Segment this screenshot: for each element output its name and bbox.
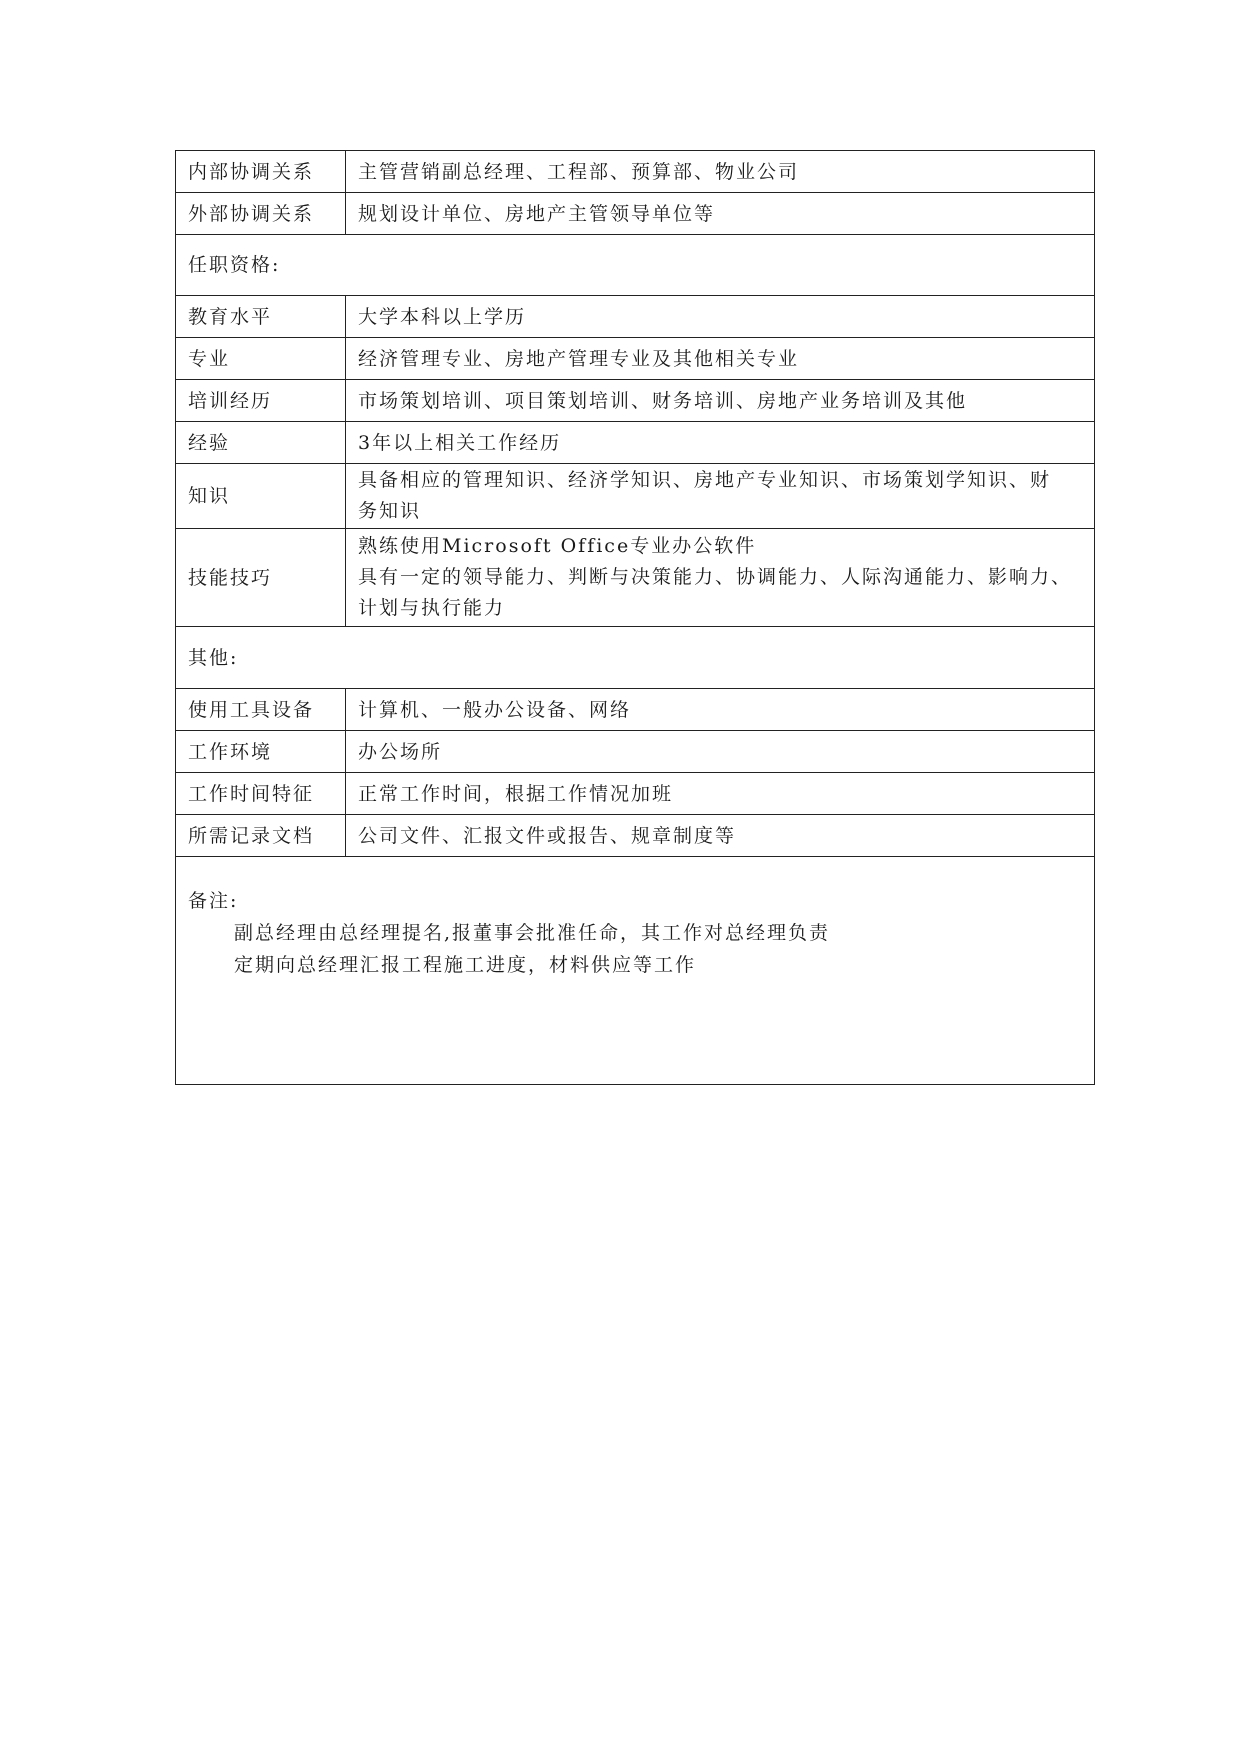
table-row	[176, 193, 1095, 235]
row-value: 公司文件、汇报文件或报告、规章制度等	[346, 815, 1095, 857]
row-label: 技能技巧	[176, 529, 346, 627]
table-row	[176, 731, 1095, 773]
job-description-table	[175, 150, 1095, 1085]
row-label: 工作时间特征	[176, 773, 346, 815]
value-line: 熟练使用Microsoft Office专业办公软件	[358, 535, 757, 557]
row-value: 大学本科以上学历	[346, 296, 1095, 338]
table-row	[176, 422, 1095, 464]
row-value: 经济管理专业、房地产管理专业及其他相关专业	[346, 338, 1095, 380]
table-row	[176, 151, 1095, 193]
row-value	[346, 529, 1095, 627]
value-line: 具有一定的领导能力、判断与决策能力、协调能力、人际沟通能力、影响力、	[358, 566, 1073, 588]
row-label: 外部协调关系	[176, 193, 346, 235]
row-label: 内部协调关系	[176, 151, 346, 193]
table-row	[176, 380, 1095, 422]
note-line: 副总经理由总经理提名,报董事会批准任命，其工作对总经理负责	[234, 922, 831, 944]
row-label: 工作环境	[176, 731, 346, 773]
qualifications-heading: 任职资格:	[176, 235, 1095, 296]
row-value: 3年以上相关工作经历	[346, 422, 1095, 464]
table-row	[176, 815, 1095, 857]
table-row	[176, 296, 1095, 338]
table-row	[176, 773, 1095, 815]
row-value	[346, 464, 1095, 529]
notes-cell	[176, 857, 1095, 1085]
row-label: 经验	[176, 422, 346, 464]
job-description-sheet	[175, 150, 1095, 1085]
value-line: 具备相应的管理知识、经济学知识、房地产专业知识、市场策划学知识、财	[358, 469, 1052, 491]
table-row	[176, 338, 1095, 380]
section-heading-row	[176, 235, 1095, 296]
table-row	[176, 689, 1095, 731]
notes-row	[176, 857, 1095, 1085]
row-value: 办公场所	[346, 731, 1095, 773]
row-label: 使用工具设备	[176, 689, 346, 731]
row-label: 培训经历	[176, 380, 346, 422]
row-label: 知识	[176, 464, 346, 529]
row-label: 所需记录文档	[176, 815, 346, 857]
row-value: 规划设计单位、房地产主管领导单位等	[346, 193, 1095, 235]
other-heading: 其他:	[176, 627, 1095, 689]
table-row	[176, 529, 1095, 627]
row-label: 教育水平	[176, 296, 346, 338]
row-value: 正常工作时间，根据工作情况加班	[346, 773, 1095, 815]
section-heading-row	[176, 627, 1095, 689]
row-label: 专业	[176, 338, 346, 380]
notes-heading: 备注:	[188, 890, 239, 912]
table-row	[176, 464, 1095, 529]
value-line: 计划与执行能力	[358, 597, 506, 619]
note-line: 定期向总经理汇报工程施工进度，材料供应等工作	[234, 954, 697, 976]
row-value: 主管营销副总经理、工程部、预算部、物业公司	[346, 151, 1095, 193]
row-value: 市场策划培训、项目策划培训、财务培训、房地产业务培训及其他	[346, 380, 1095, 422]
row-value: 计算机、一般办公设备、网络	[346, 689, 1095, 731]
value-line: 务知识	[358, 500, 422, 522]
